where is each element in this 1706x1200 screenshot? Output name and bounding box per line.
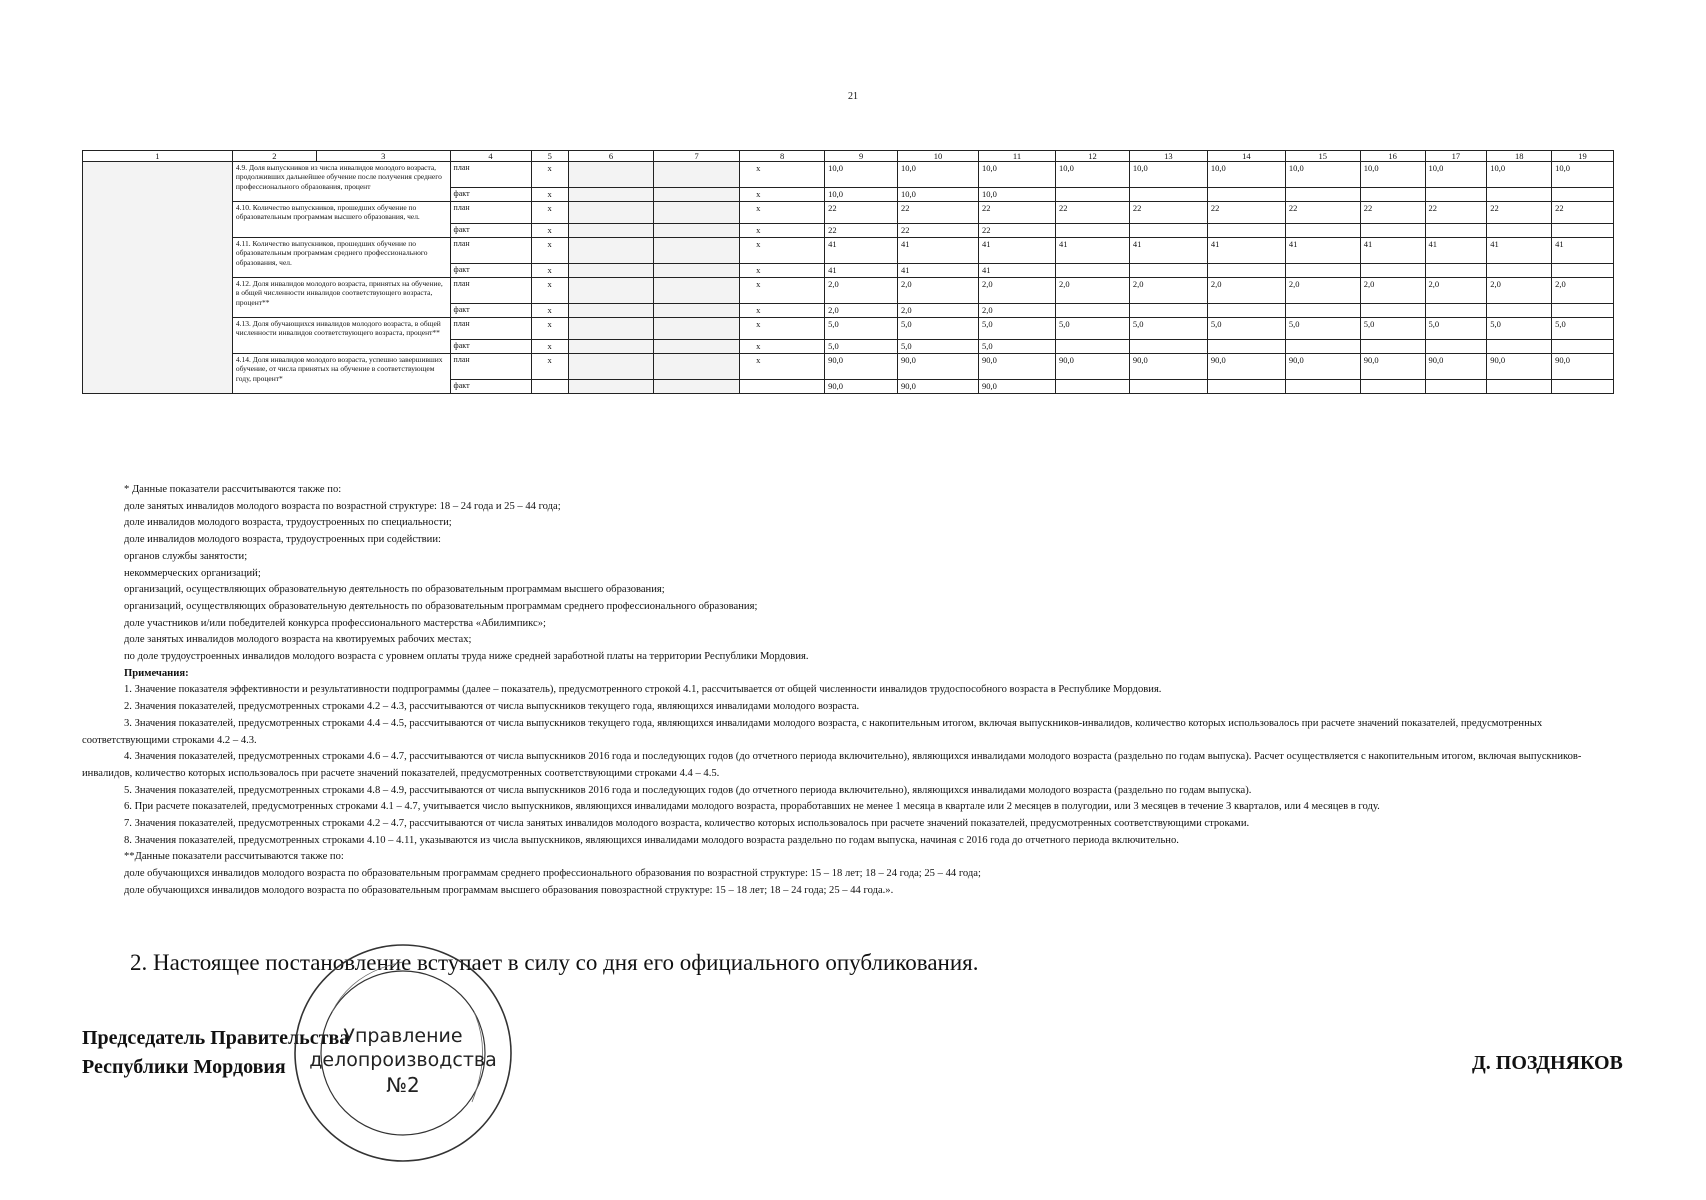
value-cell: 22 bbox=[1425, 202, 1487, 224]
value-cell bbox=[1425, 304, 1487, 318]
cell-col8: x bbox=[740, 224, 825, 238]
value-cell bbox=[1129, 304, 1207, 318]
value-cell: 2,0 bbox=[979, 304, 1056, 318]
value-cell bbox=[1207, 224, 1285, 238]
note-line: 5. Значения показателей, предусмотренных строками 4.8 – 4.9, рассчитываются от числа выпускников 2016 года и последующих годов (до отчетного периода включительно), являющихся инвалидами молодого возраста (раздельно по годам выпуска). bbox=[124, 784, 1252, 796]
value-cell: 2,0 bbox=[825, 278, 898, 304]
empty-cell bbox=[654, 340, 740, 354]
double-star-notes-title: **Данные показатели рассчитываются также по: bbox=[124, 851, 344, 863]
value-cell: 2,0 bbox=[1552, 278, 1614, 304]
value-cell bbox=[1129, 340, 1207, 354]
value-cell bbox=[1056, 224, 1130, 238]
signatory-title-line2: Республики Мордовия bbox=[82, 1056, 286, 1078]
cell-col8: x bbox=[740, 162, 825, 188]
value-cell: 41 bbox=[979, 264, 1056, 278]
column-number: 15 bbox=[1285, 151, 1360, 162]
value-cell: 90,0 bbox=[1056, 354, 1130, 380]
value-cell bbox=[1360, 188, 1425, 202]
value-cell: 22 bbox=[1552, 202, 1614, 224]
value-cell: 2,0 bbox=[825, 304, 898, 318]
cell-col8: x bbox=[740, 188, 825, 202]
note-line: по доле трудоустроенных инвалидов молодого возраста с уровнем оплаты труда ниже средней заработной платы на территории Республики Мордовия. bbox=[124, 651, 809, 663]
value-cell: 41 bbox=[1425, 238, 1487, 264]
value-cell: 22 bbox=[979, 224, 1056, 238]
table-row bbox=[83, 202, 1614, 224]
value-cell: 10,0 bbox=[1487, 162, 1552, 188]
value-cell bbox=[1285, 264, 1360, 278]
empty-cell bbox=[654, 202, 740, 224]
cell-col5: x bbox=[531, 318, 568, 340]
cell-col8: x bbox=[740, 354, 825, 380]
value-cell bbox=[1487, 264, 1552, 278]
empty-cell bbox=[654, 318, 740, 340]
value-cell bbox=[1425, 224, 1487, 238]
cell-col5 bbox=[531, 380, 568, 394]
empty-cell bbox=[654, 304, 740, 318]
cell-col5: x bbox=[531, 238, 568, 264]
column-number: 18 bbox=[1487, 151, 1552, 162]
value-cell: 5,0 bbox=[1552, 318, 1614, 340]
value-cell: 2,0 bbox=[1129, 278, 1207, 304]
signatory-name: Д. ПОЗДНЯКОВ bbox=[1472, 1052, 1623, 1074]
cell-col8 bbox=[740, 380, 825, 394]
column-number: 17 bbox=[1425, 151, 1487, 162]
signatory-title-line1: Председатель Правительства bbox=[82, 1027, 350, 1049]
note-line: 3. Значения показателей, предусмотренных строками 4.4 – 4.5, рассчитываются от числа выпускников текущего года, являющихся инвалидами молодого возраста, с накопительным итогом, включая выпускников-инвалидов, количество которых использовалось при расчете значений показателей, предусмотренных соответствующими строками 4.2 – 4.3. bbox=[82, 717, 1543, 746]
value-cell: 10,0 bbox=[1552, 162, 1614, 188]
note-line: органов службы занятости; bbox=[124, 550, 248, 562]
empty-cell bbox=[569, 380, 654, 394]
value-cell: 5,0 bbox=[1207, 318, 1285, 340]
column-number: 8 bbox=[740, 151, 825, 162]
value-cell bbox=[1360, 264, 1425, 278]
value-cell: 90,0 bbox=[898, 380, 979, 394]
value-cell: 10,0 bbox=[825, 188, 898, 202]
value-cell: 90,0 bbox=[1207, 354, 1285, 380]
empty-cell bbox=[654, 188, 740, 202]
empty-cell bbox=[569, 278, 654, 304]
column-number: 19 bbox=[1552, 151, 1614, 162]
stamp-line3: №2 bbox=[386, 1073, 420, 1097]
empty-cell bbox=[654, 354, 740, 380]
empty-cell bbox=[569, 188, 654, 202]
value-cell: 10,0 bbox=[1056, 162, 1130, 188]
value-cell bbox=[1425, 340, 1487, 354]
column-number: 12 bbox=[1056, 151, 1130, 162]
value-cell: 5,0 bbox=[898, 340, 979, 354]
note-line: доле занятых инвалидов молодого возраста по возрастной структуре: 18 – 24 года и 25 – 44 года; bbox=[124, 500, 561, 512]
value-cell: 2,0 bbox=[1425, 278, 1487, 304]
value-cell: 2,0 bbox=[1207, 278, 1285, 304]
column-number: 2 bbox=[232, 151, 316, 162]
value-cell: 90,0 bbox=[1552, 354, 1614, 380]
empty-cell bbox=[654, 224, 740, 238]
cell-col5: x bbox=[531, 264, 568, 278]
note-line: 7. Значения показателей, предусмотренных строками 4.2 – 4.7, рассчитываются от числа занятых инвалидов молодого возраста, количество которых использовалось при расчете значений показателей, предусмотренных соответствующими строками. bbox=[124, 818, 1250, 830]
empty-cell bbox=[569, 238, 654, 264]
value-cell: 5,0 bbox=[1285, 318, 1360, 340]
notes-section bbox=[82, 482, 1622, 900]
star-notes-title: * Данные показатели рассчитываются также по: bbox=[124, 484, 342, 495]
stamp-line1: Управление bbox=[343, 1025, 463, 1047]
value-cell: 41 bbox=[1207, 238, 1285, 264]
row-type: факт bbox=[450, 264, 531, 278]
value-cell: 90,0 bbox=[825, 380, 898, 394]
value-cell bbox=[1552, 380, 1614, 394]
value-cell: 90,0 bbox=[825, 354, 898, 380]
value-cell: 41 bbox=[1487, 238, 1552, 264]
cell-col8: x bbox=[740, 304, 825, 318]
table-body bbox=[83, 151, 1614, 394]
value-cell: 22 bbox=[979, 202, 1056, 224]
value-cell: 22 bbox=[1487, 202, 1552, 224]
row-type: план bbox=[450, 202, 531, 224]
value-cell bbox=[1552, 264, 1614, 278]
value-cell: 90,0 bbox=[979, 380, 1056, 394]
value-cell bbox=[1360, 340, 1425, 354]
cell-col5: x bbox=[531, 278, 568, 304]
column-number: 11 bbox=[979, 151, 1056, 162]
row-type: факт bbox=[450, 224, 531, 238]
row-type: план bbox=[450, 354, 531, 380]
value-cell bbox=[1056, 340, 1130, 354]
value-cell: 10,0 bbox=[979, 188, 1056, 202]
value-cell: 41 bbox=[898, 264, 979, 278]
cell-col8: x bbox=[740, 318, 825, 340]
value-cell: 22 bbox=[1207, 202, 1285, 224]
cell-col8: x bbox=[740, 340, 825, 354]
value-cell bbox=[1207, 340, 1285, 354]
value-cell: 41 bbox=[1285, 238, 1360, 264]
value-cell bbox=[1285, 380, 1360, 394]
value-cell: 90,0 bbox=[979, 354, 1056, 380]
row-type: план bbox=[450, 162, 531, 188]
note-line: доле обучающихся инвалидов молодого возраста по образовательным программам среднего профессионального образования по возрастной структуре: 15 – 18 лет; 18 – 24 года; 25 – 44 года; bbox=[124, 868, 981, 880]
empty-cell bbox=[654, 238, 740, 264]
note-line: доле инвалидов молодого возраста, трудоустроенных при содействии: bbox=[124, 534, 441, 546]
note-line: 4. Значения показателей, предусмотренных строками 4.6 – 4.7, рассчитываются от числа выпускников 2016 года и последующих годов (до отчетного периода включительно), являющихся инвалидами молодого возраста (раздельно по годам выпуска). Расчет осуществляется с накопительным итогом, включая выпускников-инвалидов, количество которых использовалось при расчете значений показателей, предусмотренных соответствующими строками 4.4 – 4.5. bbox=[82, 751, 1582, 779]
value-cell: 5,0 bbox=[1425, 318, 1487, 340]
column-number: 10 bbox=[898, 151, 979, 162]
value-cell bbox=[1487, 304, 1552, 318]
value-cell: 10,0 bbox=[1425, 162, 1487, 188]
cell-col5: x bbox=[531, 162, 568, 188]
value-cell bbox=[1425, 264, 1487, 278]
cell-col5: x bbox=[531, 188, 568, 202]
value-cell: 22 bbox=[898, 202, 979, 224]
column-1-merged-cell bbox=[83, 162, 233, 394]
indicator-name: 4.10. Количество выпускников, прошедших обучение по образовательным программам высшего образования, чел. bbox=[232, 202, 450, 238]
column-number: 3 bbox=[316, 151, 450, 162]
value-cell: 10,0 bbox=[1207, 162, 1285, 188]
cell-col5: x bbox=[531, 340, 568, 354]
value-cell: 22 bbox=[1129, 202, 1207, 224]
value-cell bbox=[1056, 380, 1130, 394]
value-cell: 10,0 bbox=[898, 162, 979, 188]
empty-cell bbox=[569, 224, 654, 238]
star-notes-list bbox=[82, 499, 1622, 666]
value-cell: 90,0 bbox=[1425, 354, 1487, 380]
note-line: доле обучающихся инвалидов молодого возраста по образовательным программам высшего образования повозрастной структуре: 15 – 18 лет; 18 – 24 года; 25 – 44 года.». bbox=[124, 884, 894, 896]
value-cell bbox=[1207, 264, 1285, 278]
empty-cell bbox=[569, 202, 654, 224]
indicator-name: 4.14. Доля инвалидов молодого возраста, успешно завершивших обучение, от числа принятых на обучение в соответствующем году, процент* bbox=[232, 354, 450, 394]
value-cell bbox=[1129, 224, 1207, 238]
value-cell: 41 bbox=[1129, 238, 1207, 264]
value-cell bbox=[1207, 380, 1285, 394]
value-cell: 10,0 bbox=[1360, 162, 1425, 188]
value-cell: 2,0 bbox=[1360, 278, 1425, 304]
cell-col5: x bbox=[531, 224, 568, 238]
value-cell: 41 bbox=[825, 264, 898, 278]
value-cell: 41 bbox=[825, 238, 898, 264]
value-cell bbox=[1056, 264, 1130, 278]
clause-effective-date: 2. Настоящее постановление вступает в силу со дня его официального опубликования. bbox=[130, 950, 979, 975]
value-cell bbox=[1129, 380, 1207, 394]
value-cell: 22 bbox=[1285, 202, 1360, 224]
indicator-name: 4.12. Доля инвалидов молодого возраста, принятых на обучение, в общей численности инвалидов соответствующего возраста, процент** bbox=[232, 278, 450, 318]
note-line: 2. Значения показателей, предусмотренных строками 4.2 – 4.3, рассчитываются от числа выпускников текущего года, являющихся инвалидами молодого возраста. bbox=[124, 701, 860, 713]
value-cell: 90,0 bbox=[898, 354, 979, 380]
value-cell bbox=[1207, 304, 1285, 318]
value-cell bbox=[1360, 304, 1425, 318]
value-cell: 10,0 bbox=[1129, 162, 1207, 188]
value-cell: 90,0 bbox=[1360, 354, 1425, 380]
column-number: 5 bbox=[531, 151, 568, 162]
value-cell bbox=[1552, 304, 1614, 318]
empty-cell bbox=[569, 354, 654, 380]
value-cell bbox=[1129, 188, 1207, 202]
table-row bbox=[83, 278, 1614, 304]
remarks-title: Примечания: bbox=[124, 667, 189, 679]
value-cell bbox=[1487, 224, 1552, 238]
column-number: 7 bbox=[654, 151, 740, 162]
table-row bbox=[83, 318, 1614, 340]
empty-cell bbox=[654, 264, 740, 278]
cell-col5: x bbox=[531, 202, 568, 224]
value-cell bbox=[1360, 380, 1425, 394]
value-cell: 5,0 bbox=[898, 318, 979, 340]
note-line: доле занятых инвалидов молодого возраста на квотируемых рабочих местах; bbox=[124, 634, 472, 646]
empty-cell bbox=[654, 380, 740, 394]
value-cell bbox=[1285, 188, 1360, 202]
column-number: 9 bbox=[825, 151, 898, 162]
empty-cell bbox=[569, 318, 654, 340]
note-line: организаций, осуществляющих образовательную деятельность по образовательным программам высшего образования; bbox=[124, 584, 665, 596]
column-number: 4 bbox=[450, 151, 531, 162]
value-cell: 5,0 bbox=[979, 340, 1056, 354]
value-cell: 5,0 bbox=[1487, 318, 1552, 340]
value-cell bbox=[1487, 188, 1552, 202]
value-cell: 10,0 bbox=[898, 188, 979, 202]
value-cell: 22 bbox=[1056, 202, 1130, 224]
value-cell bbox=[1360, 224, 1425, 238]
value-cell: 2,0 bbox=[898, 304, 979, 318]
cell-col8: x bbox=[740, 238, 825, 264]
table-row bbox=[83, 354, 1614, 380]
empty-cell bbox=[569, 162, 654, 188]
row-type: план bbox=[450, 278, 531, 304]
empty-cell bbox=[654, 162, 740, 188]
indicator-name: 4.13. Доля обучающихся инвалидов молодого возраста, в общей численности инвалидов соответствующего возраста, процент** bbox=[232, 318, 450, 354]
value-cell bbox=[1425, 188, 1487, 202]
column-number: 16 bbox=[1360, 151, 1425, 162]
table-row bbox=[83, 238, 1614, 264]
value-cell bbox=[1207, 188, 1285, 202]
table-header-row bbox=[83, 151, 1614, 162]
table-row bbox=[83, 162, 1614, 188]
cell-col5: x bbox=[531, 354, 568, 380]
value-cell: 2,0 bbox=[1285, 278, 1360, 304]
value-cell bbox=[1285, 224, 1360, 238]
empty-cell bbox=[569, 340, 654, 354]
value-cell: 41 bbox=[1056, 238, 1130, 264]
value-cell: 90,0 bbox=[1487, 354, 1552, 380]
note-line: организаций, осуществляющих образовательную деятельность по образовательным программам среднего профессионального образования; bbox=[124, 600, 758, 612]
value-cell: 5,0 bbox=[825, 318, 898, 340]
value-cell bbox=[1056, 304, 1130, 318]
row-type: факт bbox=[450, 380, 531, 394]
stamp-line2: делопроизводства bbox=[309, 1049, 497, 1071]
value-cell bbox=[1129, 264, 1207, 278]
value-cell: 22 bbox=[825, 224, 898, 238]
value-cell bbox=[1552, 224, 1614, 238]
cell-col8: x bbox=[740, 278, 825, 304]
value-cell bbox=[1285, 304, 1360, 318]
note-line: некоммерческих организаций; bbox=[124, 567, 261, 579]
value-cell: 5,0 bbox=[825, 340, 898, 354]
value-cell: 2,0 bbox=[979, 278, 1056, 304]
note-line: 8. Значения показателей, предусмотренных строками 4.10 – 4.11, указываются из числа выпускников, являющихся инвалидами молодого возраста раздельно по годам выпуска, начиная с 2016 года до отчетного периода включительно. bbox=[124, 834, 1179, 846]
column-number: 6 bbox=[569, 151, 654, 162]
column-number: 14 bbox=[1207, 151, 1285, 162]
indicators-table bbox=[82, 150, 1614, 394]
note-line: доле участников и/или победителей конкурса профессионального мастерства «Абилимпикс»; bbox=[124, 617, 546, 629]
indicator-name: 4.9. Доля выпускников из числа инвалидов молодого возраста, продолживших дальнейшее обучение после получения среднего профессионального образования, процент bbox=[232, 162, 450, 202]
value-cell: 22 bbox=[825, 202, 898, 224]
value-cell: 41 bbox=[1552, 238, 1614, 264]
cell-col5: x bbox=[531, 304, 568, 318]
value-cell bbox=[1425, 380, 1487, 394]
value-cell: 10,0 bbox=[1285, 162, 1360, 188]
column-number: 13 bbox=[1129, 151, 1207, 162]
empty-cell bbox=[654, 278, 740, 304]
cell-col8: x bbox=[740, 264, 825, 278]
value-cell: 41 bbox=[979, 238, 1056, 264]
cell-col8: x bbox=[740, 202, 825, 224]
value-cell: 2,0 bbox=[1487, 278, 1552, 304]
note-line: 6. При расчете показателей, предусмотренных строками 4.1 – 4.7, учитывается число выпускников, являющихся инвалидами молодого возраста, проработавших не менее 1 месяца в квартале или 2 месяцев в полугодии, или 3 месяцев в течение 3 кварталов, или 4 месяцев в году. bbox=[124, 801, 1380, 813]
value-cell: 41 bbox=[1360, 238, 1425, 264]
row-type: план bbox=[450, 318, 531, 340]
value-cell: 90,0 bbox=[1285, 354, 1360, 380]
empty-cell bbox=[569, 304, 654, 318]
value-cell bbox=[1552, 188, 1614, 202]
value-cell: 22 bbox=[898, 224, 979, 238]
note-line: доле инвалидов молодого возраста, трудоустроенных по специальности; bbox=[124, 517, 452, 529]
column-number: 1 bbox=[83, 151, 233, 162]
note-line: 1. Значение показателя эффективности и результативности подпрограммы (далее – показатель), предусмотренного строкой 4.1, рассчитывается от общей численности инвалидов трудоспособного возраста в Республике Мордовия. bbox=[124, 684, 1162, 696]
value-cell: 10,0 bbox=[979, 162, 1056, 188]
page-number: 21 bbox=[848, 91, 858, 102]
value-cell: 5,0 bbox=[1056, 318, 1130, 340]
value-cell: 10,0 bbox=[825, 162, 898, 188]
double-star-notes-list bbox=[82, 866, 1622, 899]
row-type: факт bbox=[450, 340, 531, 354]
value-cell bbox=[1056, 188, 1130, 202]
row-type: факт bbox=[450, 304, 531, 318]
office-stamp bbox=[292, 942, 514, 1164]
value-cell bbox=[1285, 340, 1360, 354]
value-cell: 41 bbox=[898, 238, 979, 264]
indicator-name: 4.11. Количество выпускников, прошедших обучение по образовательным программам среднего профессионального образования, чел. bbox=[232, 238, 450, 278]
remarks-list bbox=[82, 682, 1622, 849]
value-cell: 5,0 bbox=[1360, 318, 1425, 340]
value-cell: 22 bbox=[1360, 202, 1425, 224]
value-cell: 5,0 bbox=[1129, 318, 1207, 340]
row-type: факт bbox=[450, 188, 531, 202]
row-type: план bbox=[450, 238, 531, 264]
value-cell: 2,0 bbox=[898, 278, 979, 304]
value-cell bbox=[1552, 340, 1614, 354]
value-cell: 5,0 bbox=[979, 318, 1056, 340]
value-cell bbox=[1487, 340, 1552, 354]
empty-cell bbox=[569, 264, 654, 278]
value-cell: 2,0 bbox=[1056, 278, 1130, 304]
value-cell: 90,0 bbox=[1129, 354, 1207, 380]
value-cell bbox=[1487, 380, 1552, 394]
